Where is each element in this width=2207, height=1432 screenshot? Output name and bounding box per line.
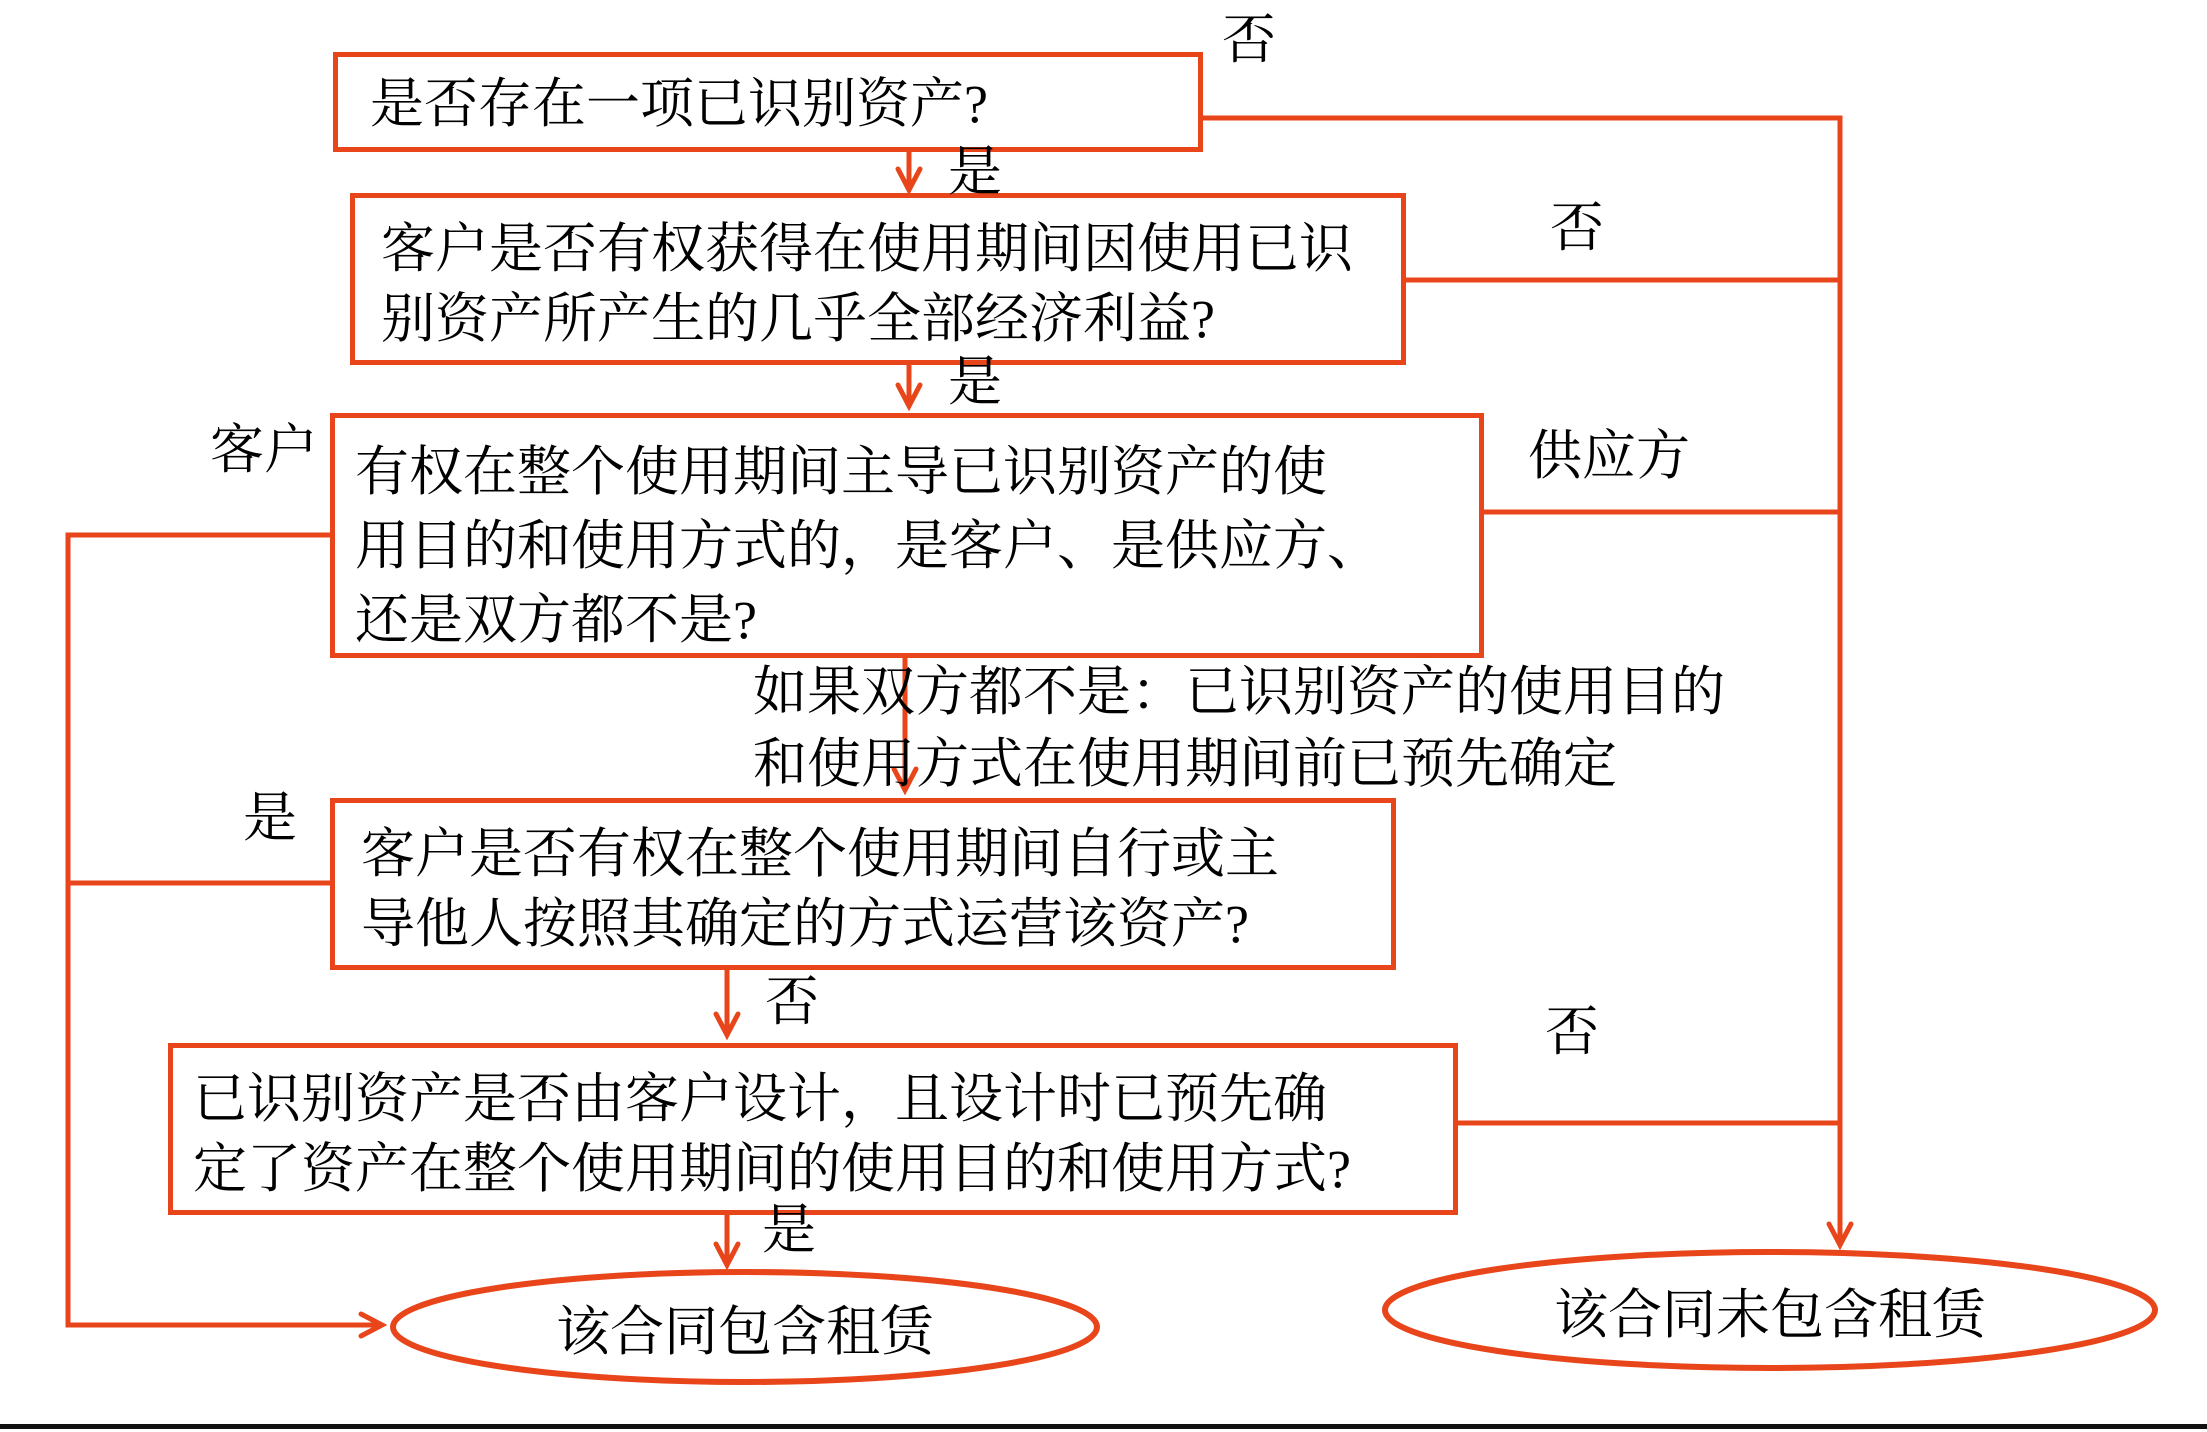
question-text: 别资产所产生的几乎全部经济利益? xyxy=(381,289,1215,349)
question-text: 定了资产在整个使用期间的使用目的和使用方式? xyxy=(193,1139,1351,1199)
edge-label-yes: 是 xyxy=(948,142,1002,202)
edge-label-no: 否 xyxy=(1222,10,1276,70)
question-box-who-directs-use xyxy=(330,413,1484,658)
question-text: 有权在整个使用期间主导已识别资产的使 xyxy=(355,442,1327,502)
edge-note-neither-line1: 如果双方都不是：已识别资产的使用目的 xyxy=(753,662,1725,722)
question-box-economic-benefits xyxy=(350,193,1406,365)
edge-label-yes: 是 xyxy=(762,1200,816,1260)
edge-label-no: 否 xyxy=(1545,1002,1599,1062)
terminal-contract-contains-lease: 该合同包含租赁 xyxy=(556,1301,934,1362)
edge-note-neither-line2: 和使用方式在使用期间前已预先确定 xyxy=(753,734,1617,794)
bottom-rule xyxy=(0,1424,2207,1429)
edge-label-yes: 是 xyxy=(243,788,297,848)
question-text: 已识别资产是否由客户设计，且设计时已预先确 xyxy=(193,1069,1327,1129)
question-box-customer-operates xyxy=(330,798,1396,970)
edge-label-supplier: 供应方 xyxy=(1528,426,1690,486)
edge-label-yes: 是 xyxy=(948,352,1002,412)
edge-label-customer: 客户 xyxy=(210,420,318,480)
question-box-customer-designed xyxy=(168,1043,1458,1215)
question-text: 是否存在一项已识别资产? xyxy=(370,74,988,134)
question-box-identified-asset xyxy=(333,52,1203,152)
question-text: 用目的和使用方式的，是客户、是供应方、 xyxy=(355,516,1381,576)
question-text: 还是双方都不是? xyxy=(355,590,757,650)
terminal-contract-no-lease: 该合同未包含租赁 xyxy=(1554,1284,1986,1345)
question-text: 客户是否有权获得在使用期间因使用已识 xyxy=(381,219,1353,279)
edge-label-no: 否 xyxy=(765,972,819,1032)
edge-label-no: 否 xyxy=(1550,198,1604,258)
question-text: 导他人按照其确定的方式运营该资产? xyxy=(361,894,1249,954)
question-text: 客户是否有权在整个使用期间自行或主 xyxy=(361,824,1279,884)
